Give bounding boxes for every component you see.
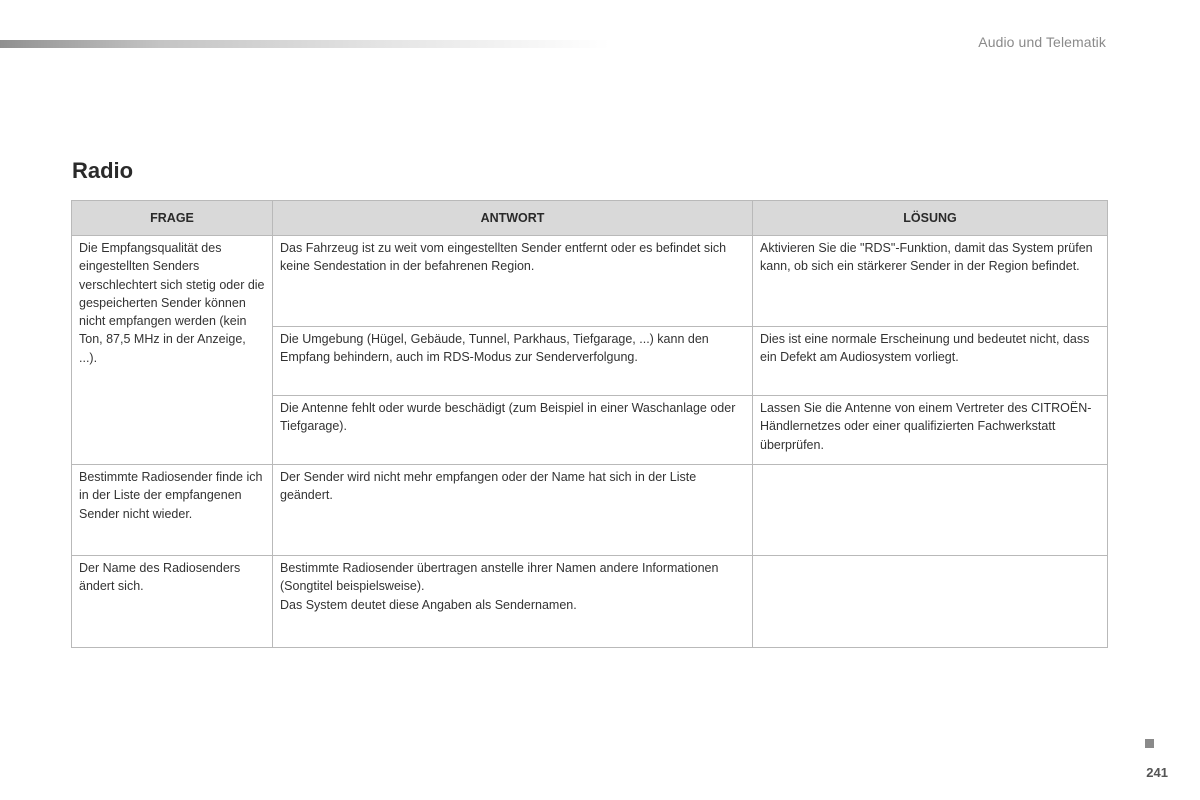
solution-cell: Lassen Sie die Antenne von einem Vertreter des CITROËN-Händlernetzes oder einer qualifizierten Fachwerkstatt überprüfen. — [753, 396, 1108, 465]
header-decorative-bar — [0, 40, 610, 48]
page-number: 241 — [1146, 765, 1168, 780]
answer-line: Das System deutet diese Angaben als Sendernamen. — [280, 597, 577, 612]
answer-cell: Das Fahrzeug ist zu weit vom eingestellten Sender entfernt oder es befindet sich keine Sendestation in der befahrenen Region. — [273, 236, 753, 327]
answer-cell: Die Antenne fehlt oder wurde beschädigt (zum Beispiel in einer Waschanlage oder Tiefgarage). — [273, 396, 753, 465]
table-row — [72, 465, 1108, 556]
question-cell: Die Empfangsqualität des eingestellten Senders verschlechtert sich stetig oder die gespeicherten Sender können nicht empfangen werden (kein Ton, 87,5 MHz in der Anzeige, ...). — [72, 236, 273, 465]
table-row — [72, 236, 1108, 327]
question-cell: Bestimmte Radiosender finde ich in der Liste der empfangenen Sender nicht wieder. — [72, 465, 273, 556]
solution-cell: Aktivieren Sie die "RDS"-Funktion, damit das System prüfen kann, ob sich ein stärkerer Sender in der Region befindet. — [753, 236, 1108, 327]
answer-line: Bestimmte Radiosender übertragen anstelle ihrer Namen andere Informationen (Songtitel beispielsweise). — [280, 561, 719, 594]
solution-cell: Dies ist eine normale Erscheinung und bedeutet nicht, dass ein Defekt am Audiosystem vorliegt. — [753, 327, 1108, 396]
column-header-loesung: LÖSUNG — [753, 201, 1108, 236]
faq-table — [71, 200, 1108, 648]
answer-cell — [273, 556, 753, 648]
table-header-row — [72, 201, 1108, 236]
page-marker-square — [1145, 739, 1154, 748]
column-header-frage: FRAGE — [72, 201, 273, 236]
solution-cell — [753, 465, 1108, 556]
page-title: Radio — [72, 158, 134, 183]
answer-cell: Die Umgebung (Hügel, Gebäude, Tunnel, Parkhaus, Tiefgarage, ...) kann den Empfang behindern, auch im RDS-Modus zur Senderverfolgung. — [273, 327, 753, 396]
answer-cell: Der Sender wird nicht mehr empfangen oder der Name hat sich in der Liste geändert. — [273, 465, 753, 556]
question-cell: Der Name des Radiosenders ändert sich. — [72, 556, 273, 648]
column-header-antwort: ANTWORT — [273, 201, 753, 236]
section-title: Audio und Telematik — [978, 34, 1106, 50]
table-row — [72, 556, 1108, 648]
solution-cell — [753, 556, 1108, 648]
